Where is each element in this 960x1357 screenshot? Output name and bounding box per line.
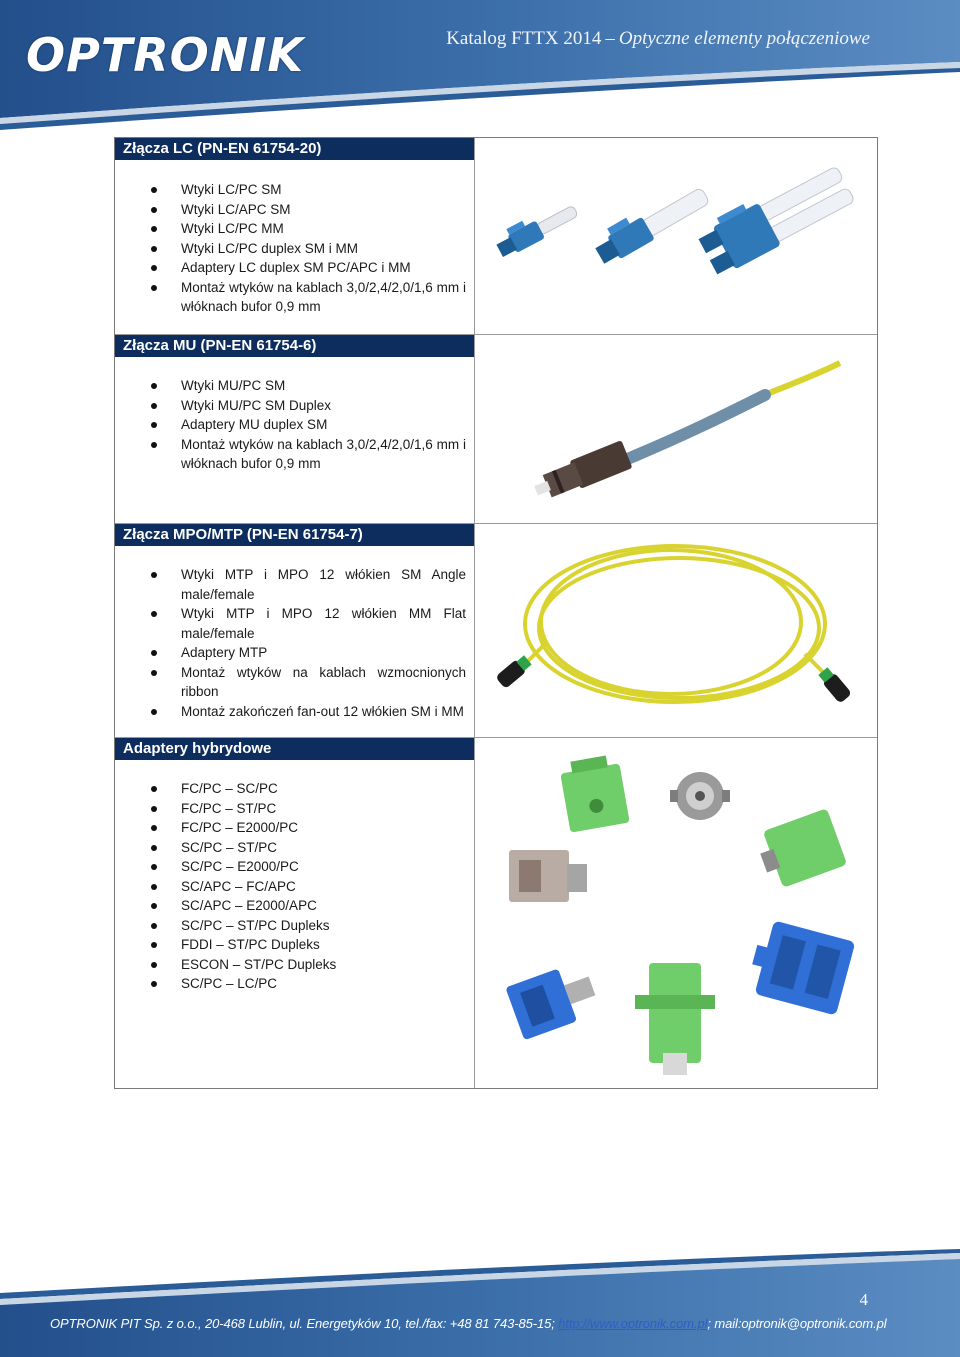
mpo-cable-photo bbox=[475, 524, 877, 737]
title-separator: – bbox=[605, 28, 615, 49]
page-number: 4 bbox=[859, 1290, 868, 1309]
catalog-name: Katalog FTTX 2014 bbox=[446, 28, 602, 49]
section-heading: Złącza MU (PN-EN 61754-6) bbox=[115, 335, 474, 357]
list-item: FC/PC – SC/PC bbox=[151, 779, 466, 799]
mu-connector-photo bbox=[475, 335, 877, 523]
list-item: Wtyki LC/PC MM bbox=[151, 219, 466, 239]
feature-list bbox=[151, 376, 466, 474]
section-hybrid-adapters bbox=[115, 738, 877, 1088]
list-item: Montaż wtyków na kablach wzmocnionych ribbon bbox=[151, 663, 466, 702]
list-item: SC/PC – ST/PC Dupleks bbox=[151, 916, 466, 936]
feature-list bbox=[151, 180, 466, 317]
list-item: Wtyki MU/PC SM bbox=[151, 376, 466, 396]
list-item: FC/PC – E2000/PC bbox=[151, 818, 466, 838]
catalog-title bbox=[446, 28, 870, 50]
footer-contact bbox=[50, 1316, 887, 1331]
list-item: Wtyki MTP i MPO 12 włókien SM Angle male/female bbox=[151, 565, 466, 604]
list-item: Montaż zakończeń fan-out 12 włókien SM i MM bbox=[151, 702, 466, 722]
section-text-cell bbox=[115, 335, 475, 523]
feature-list bbox=[151, 779, 466, 994]
list-item: Wtyki MTP i MPO 12 włókien MM Flat male/female bbox=[151, 604, 466, 643]
section-mu bbox=[115, 335, 877, 524]
list-item: Adaptery MTP bbox=[151, 643, 466, 663]
catalog-subtitle: Optyczne elementy połączeniowe bbox=[618, 28, 870, 49]
section-text-cell bbox=[115, 738, 475, 1088]
section-heading: Złącza MPO/MTP (PN-EN 61754-7) bbox=[115, 524, 474, 546]
list-item: SC/PC – LC/PC bbox=[151, 974, 466, 994]
page-header bbox=[0, 0, 960, 135]
lc-connectors-photo bbox=[475, 138, 877, 334]
list-item: FC/PC – ST/PC bbox=[151, 799, 466, 819]
website-link[interactable]: http://www.optronik.com.pl bbox=[558, 1316, 708, 1331]
list-item: SC/APC – FC/APC bbox=[151, 877, 466, 897]
section-heading: Adaptery hybrydowe bbox=[115, 738, 474, 760]
section-text-cell bbox=[115, 524, 475, 737]
email-address: ; mail:optronik@optronik.com.pl bbox=[707, 1316, 887, 1331]
section-lc bbox=[115, 138, 877, 335]
list-item: Montaż wtyków na kablach 3,0/2,4/2,0/1,6 mm i włóknach bufor 0,9 mm bbox=[151, 278, 466, 317]
section-text-cell bbox=[115, 138, 475, 334]
list-item: SC/PC – E2000/PC bbox=[151, 857, 466, 877]
catalog-table bbox=[114, 137, 878, 1089]
list-item: Wtyki LC/PC SM bbox=[151, 180, 466, 200]
company-address: OPTRONIK PIT Sp. z o.o., 20-468 Lublin, ul. Energetyków 10, tel./fax: +48 81 743-85-15; bbox=[50, 1316, 559, 1331]
list-item: FDDI – ST/PC Dupleks bbox=[151, 935, 466, 955]
list-item: Wtyki LC/PC duplex SM i MM bbox=[151, 239, 466, 259]
section-mpo-mtp bbox=[115, 524, 877, 738]
company-logo: OPTRONIK bbox=[26, 28, 304, 82]
list-item: SC/APC – E2000/APC bbox=[151, 896, 466, 916]
page-footer bbox=[0, 1245, 960, 1357]
list-item: Wtyki LC/APC SM bbox=[151, 200, 466, 220]
footer-banner bbox=[0, 1245, 960, 1357]
feature-list bbox=[151, 565, 466, 721]
list-item: Adaptery MU duplex SM bbox=[151, 415, 466, 435]
list-item: SC/PC – ST/PC bbox=[151, 838, 466, 858]
list-item: Adaptery LC duplex SM PC/APC i MM bbox=[151, 258, 466, 278]
hybrid-adapters-photo bbox=[475, 738, 877, 1088]
section-heading: Złącza LC (PN-EN 61754-20) bbox=[115, 138, 474, 160]
list-item: Montaż wtyków na kablach 3,0/2,4/2,0/1,6 mm i włóknach bufor 0,9 mm bbox=[151, 435, 466, 474]
list-item: Wtyki MU/PC SM Duplex bbox=[151, 396, 466, 416]
list-item: ESCON – ST/PC Dupleks bbox=[151, 955, 466, 975]
